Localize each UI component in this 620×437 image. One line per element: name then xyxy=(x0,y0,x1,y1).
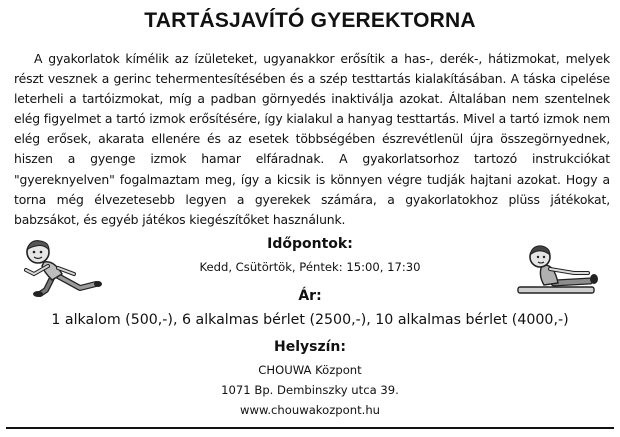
location-address: 1071 Bp. Dembinszky utca 39. xyxy=(221,383,399,397)
page-title: TARTÁSJAVÍTÓ GYEREKTORNA xyxy=(144,9,476,32)
schedule-text: Kedd, Csütörtök, Péntek: 15:00, 17:30 xyxy=(199,260,421,274)
location-name: CHOUWA Központ xyxy=(258,363,362,377)
price-heading: Ár: xyxy=(298,288,322,304)
bottom-divider xyxy=(6,427,614,429)
schedule-heading: Időpontok: xyxy=(267,236,353,252)
location-heading: Helyszín: xyxy=(274,339,346,355)
intro-paragraph: A gyakorlatok kímélik az ízületeket, ugyanakkor erősítik a has-, derék-, hátizmokat, melyek részt vesznek a gerinc tehermentesítésében és a szép testtartás kialakításában. A táska cipelése leterheli a tartóizmokat, míg a padban görnyedés inaktiválja azokat. Általában nem szentelnek elég figyelmet a tartó izmok erősítésére, így kialakul a hanyag testtartás. Mivel a tartó izmok nem elég erősek, akarata ellenére és az esetek többségében észrevétlenül újra összegörnyednek, hiszen a gyenge izmok hamar elfáradnak. A gyakorlatsorhoz tartozó instrukciókat "gyereknyelven" fogalmaztam meg, így a kicsik is könnyen végre tudják hajtani azokat. Hogy a torna még élvezetesebb legyen a gyerekek számára, a gyakorlatokhoz plüss játékokat, babzsákot, és egyéb játékos kiegészítőket használunk. xyxy=(14,51,610,227)
price-text: 1 alkalom (500,-), 6 alkalmas bérlet (2500,-), 10 alkalmas bérlet (4000,-) xyxy=(51,312,569,328)
website-link[interactable]: www.chouwakozpont.hu xyxy=(239,403,381,417)
